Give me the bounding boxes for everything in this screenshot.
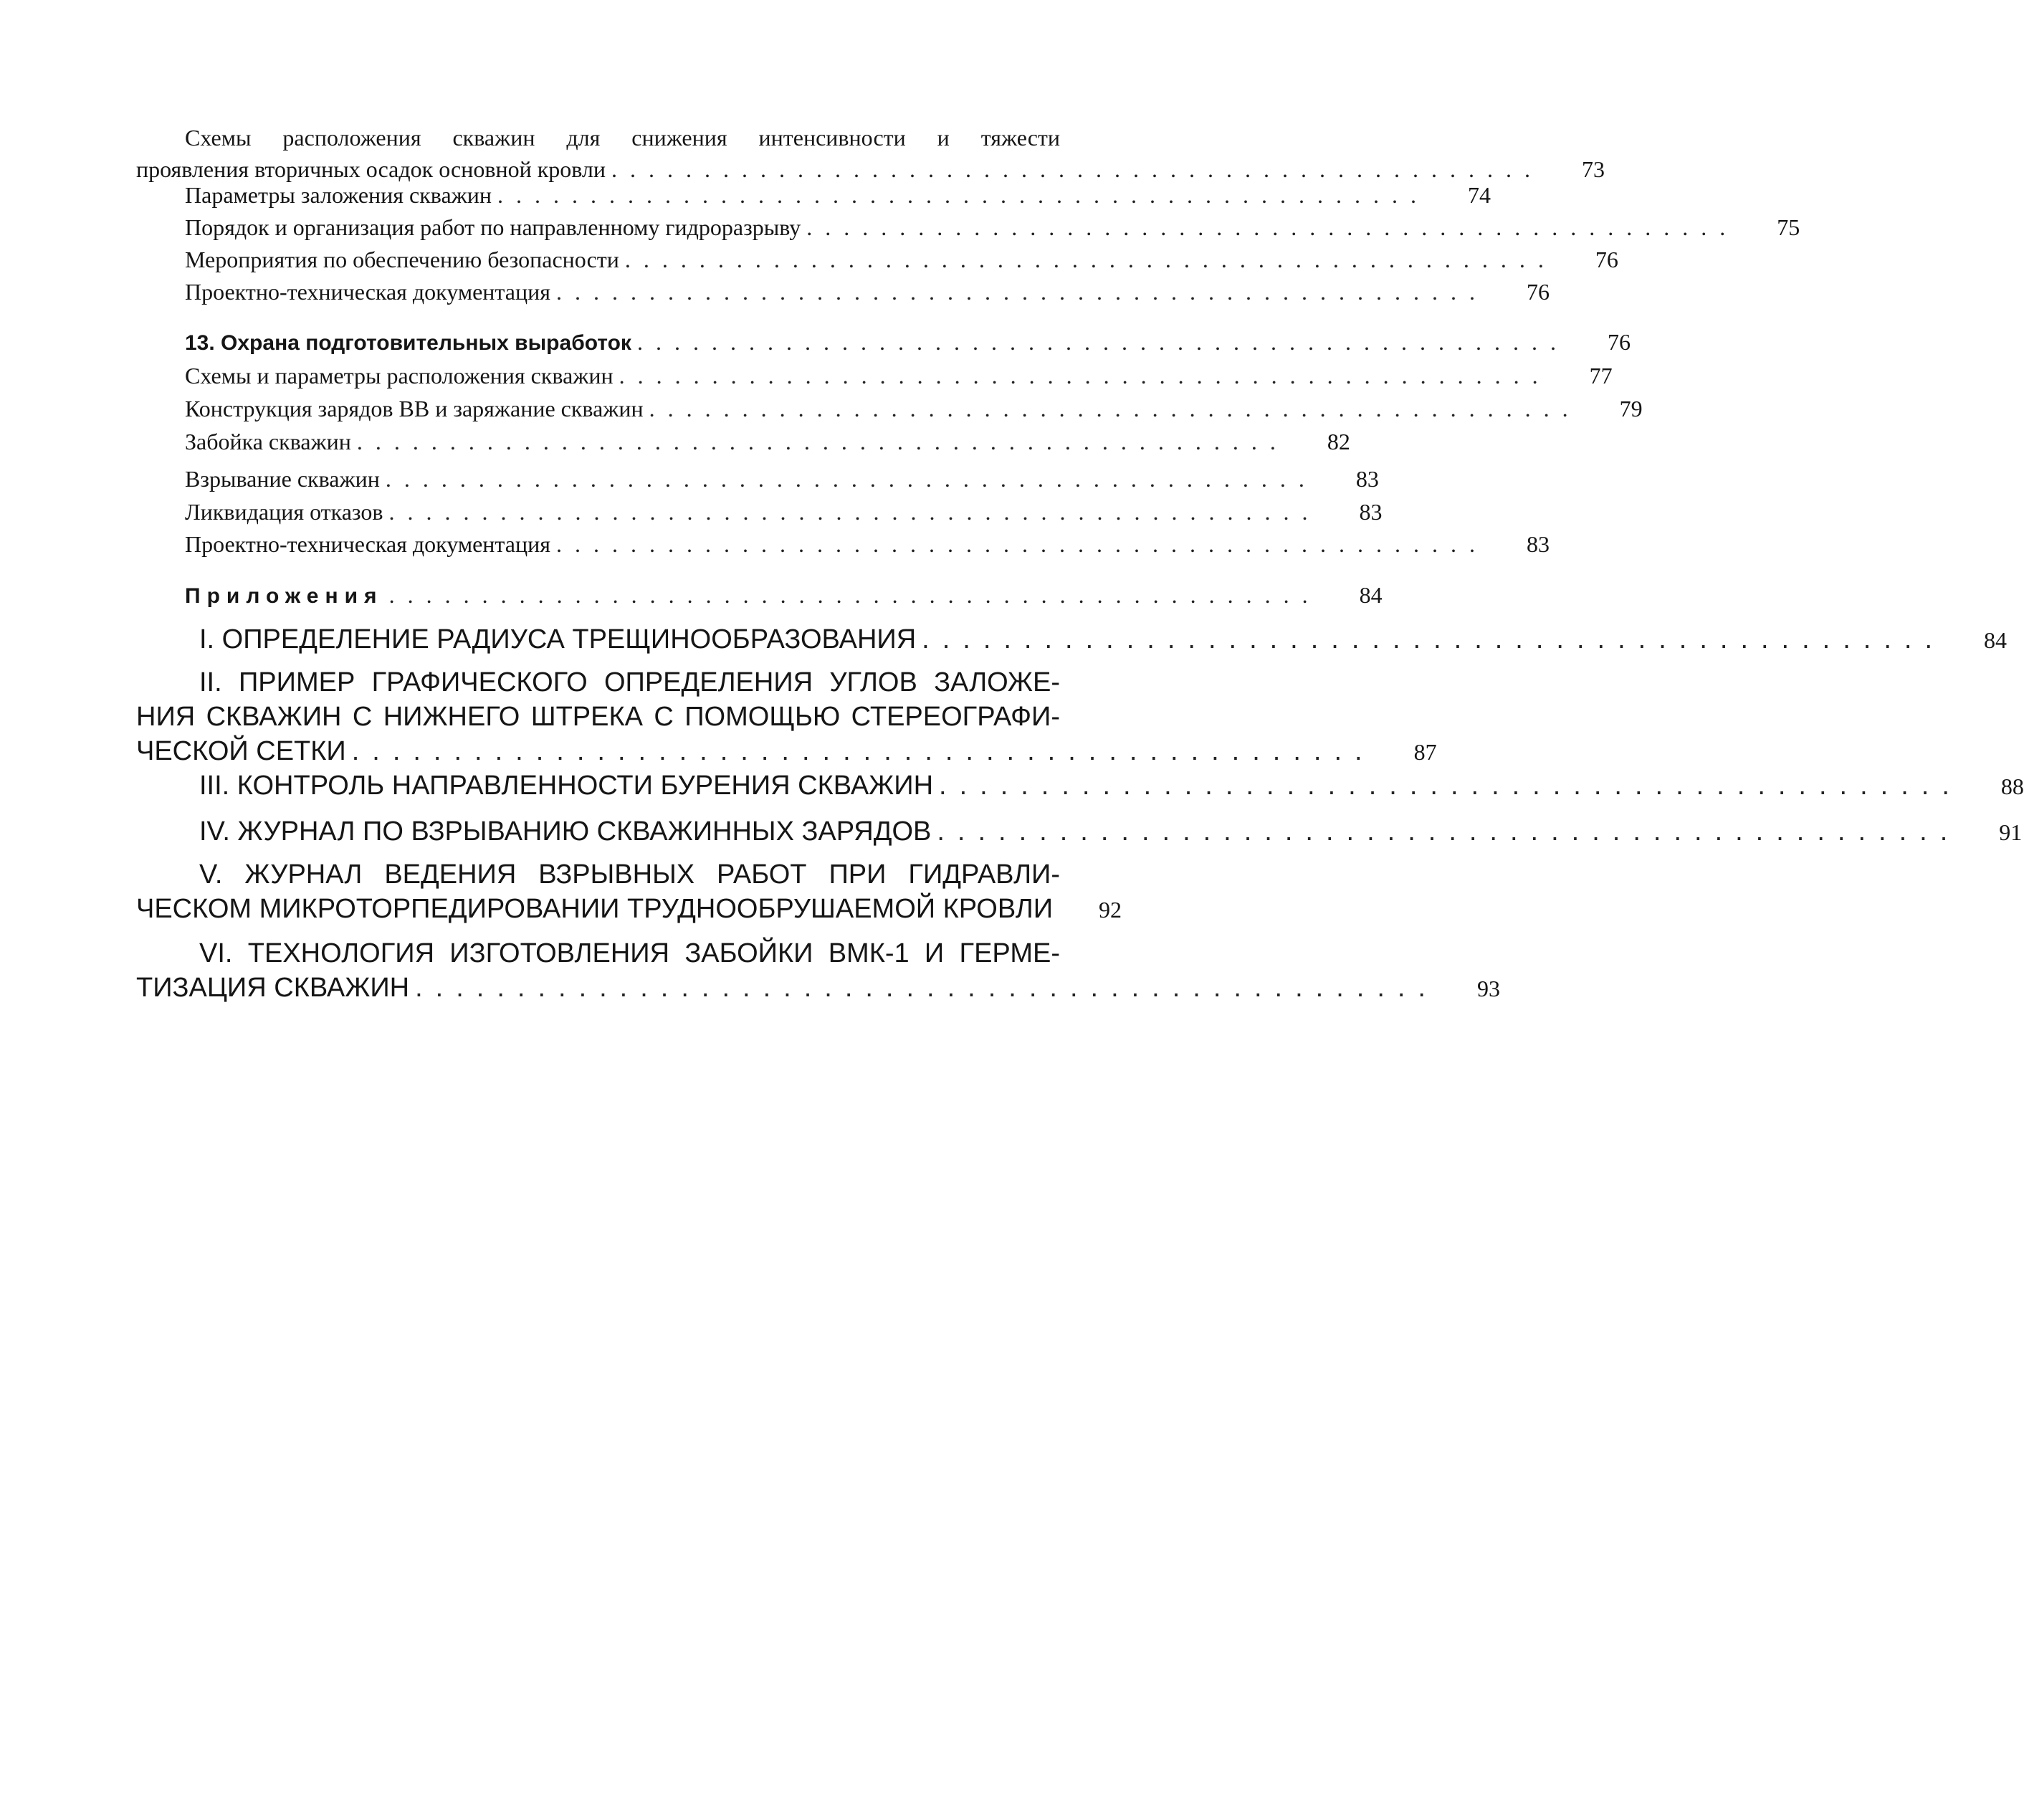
toc-page-number: 83	[1526, 531, 1550, 557]
toc-entry-label: III. КОНТРОЛЬ НАПРАВЛЕННОСТИ БУРЕНИЯ СКВАЖИН	[199, 771, 934, 801]
toc-entry-label: ЧЕСКОМ МИКРОТОРПЕДИРОВАНИИ ТРУДНООБРУШАЕМОЙ КРОВЛИ	[136, 894, 1054, 924]
toc-entry-label: I. ОПРЕДЕЛЕНИЕ РАДИУСА ТРЕЩИНООБРАЗОВАНИЯ	[199, 624, 917, 654]
leader-dots: ..................................................	[937, 816, 1961, 847]
toc-appendix[interactable]	[136, 936, 1500, 1006]
toc-entry-label: VI. ТЕХНОЛОГИЯ ИЗГОТОВЛЕНИЯ ЗАБОЙКИ ВМК-1 И ГЕРМЕ-	[199, 938, 1060, 968]
leader-dots: ..................................................	[624, 247, 1557, 272]
toc-section[interactable]	[185, 579, 1383, 612]
toc-entry-label: Проектно-техническая документация	[185, 531, 550, 557]
toc-entry-label: Мероприятия по обеспечению безопасности	[185, 247, 619, 272]
leader-dots: ..................................................	[555, 531, 1488, 557]
toc-appendix[interactable]	[136, 857, 1122, 927]
toc-page-number: 84	[1984, 627, 2008, 653]
toc-page-number: 92	[1099, 897, 1122, 923]
appendices-heading: Приложения	[185, 584, 383, 608]
toc-page-number: 77	[1589, 363, 1613, 389]
toc-page-number: 88	[2000, 773, 2024, 799]
toc-entry[interactable]	[185, 360, 1613, 391]
toc-page-number: 84	[1359, 582, 1383, 608]
leader-dots: ..................................................	[555, 279, 1488, 305]
leader-dots: ..................................................	[806, 214, 1739, 240]
toc-page-number: 87	[1413, 739, 1437, 765]
leader-dots: ..................................................	[385, 466, 1317, 492]
leader-dots: ..................................................	[636, 329, 1569, 355]
toc-page-number: 76	[1595, 247, 1618, 272]
leader-dots: ..................................................	[388, 499, 1321, 525]
toc-entry-label: НИЯ СКВАЖИН С НИЖНЕГО ШТРЕКА С ПОМОЩЬЮ СТЕРЕОГРАФИ-	[136, 702, 1060, 732]
leader-dots: ..................................................	[351, 736, 1375, 766]
toc-appendix[interactable]	[136, 622, 2008, 657]
toc-page-number: 76	[1607, 329, 1631, 355]
toc-entry-label: ТИЗАЦИЯ СКВАЖИН	[136, 973, 410, 1003]
toc-entry[interactable]	[185, 463, 1379, 495]
leader-dots: ..................................................	[415, 973, 1438, 1003]
toc-entry-label: Параметры заложения скважин	[185, 182, 492, 208]
toc-entry-label: Взрывание скважин	[185, 466, 380, 492]
toc-entry-label: Конструкция зарядов ВВ и заряжание скважин	[185, 396, 644, 421]
leader-dots: ..................................................	[356, 429, 1289, 454]
toc-appendix[interactable]	[136, 768, 2024, 804]
toc-entry-label: Ликвидация отказов	[185, 499, 383, 525]
toc-page-number: 74	[1468, 182, 1491, 208]
toc-page-number: 73	[1582, 156, 1605, 182]
leader-dots: ..................................................	[388, 582, 1321, 608]
toc-page-number: 76	[1526, 279, 1550, 305]
section-title: 13. Охрана подготовительных выработок	[185, 331, 631, 355]
toc-entry[interactable]	[185, 528, 1550, 560]
toc-appendix[interactable]	[136, 814, 2023, 849]
toc-page-number: 91	[1999, 819, 2023, 845]
toc-entry[interactable]	[185, 244, 1618, 275]
toc-page-number: 93	[1477, 976, 1500, 1001]
toc-entry[interactable]	[185, 393, 1643, 424]
toc-entry-label: IV. ЖУРНАЛ ПО ВЗРЫВАНИЮ СКВАЖИННЫХ ЗАРЯДОВ	[199, 816, 932, 847]
toc-entry-label: проявления вторичных осадок основной кровли	[136, 156, 606, 182]
leader-dots: ..................................................	[619, 363, 1551, 389]
leader-dots: ..................................................	[611, 156, 1544, 182]
toc-appendix[interactable]	[136, 665, 1437, 769]
toc-entry-label: Схемы и параметры расположения скважин	[185, 363, 614, 389]
toc-page-number: 83	[1355, 466, 1379, 492]
toc-entry-label: V. ЖУРНАЛ ВЕДЕНИЯ ВЗРЫВНЫХ РАБОТ ПРИ ГИДРАВЛИ-	[199, 859, 1060, 890]
leader-dots: ..................................................	[497, 182, 1429, 208]
toc-page-number: 75	[1777, 214, 1800, 240]
toc-entry-label: Проектно-техническая документация	[185, 279, 550, 305]
toc-section[interactable]	[185, 326, 1631, 359]
toc-entry-label: Схемы расположения скважин для снижения интенсивности и тяжести	[185, 125, 1060, 151]
toc-entry-label: II. ПРИМЕР ГРАФИЧЕСКОГО ОПРЕДЕЛЕНИЯ УГЛОВ ЗАЛОЖЕ-	[199, 667, 1060, 697]
toc-entry-label: ЧЕСКОЙ СЕТКИ	[136, 736, 346, 766]
toc-page-number: 79	[1619, 396, 1643, 421]
toc-page-number: 83	[1359, 499, 1383, 525]
leader-dots: ..................................................	[649, 396, 1581, 421]
toc-entry[interactable]	[136, 122, 1605, 185]
toc-entry[interactable]	[185, 496, 1383, 528]
toc-page-number: 82	[1327, 429, 1350, 454]
toc-entry[interactable]	[185, 276, 1550, 308]
toc-entry[interactable]	[185, 179, 1491, 211]
toc-entry[interactable]	[185, 426, 1350, 457]
toc-entry-label: Порядок и организация работ по направленному гидроразрыву	[185, 214, 801, 240]
toc-entry[interactable]	[185, 211, 1800, 243]
leader-dots: ..................................................	[939, 771, 1962, 801]
toc-entry-label: Забойка скважин	[185, 429, 351, 454]
leader-dots: ..................................................	[922, 624, 1946, 654]
